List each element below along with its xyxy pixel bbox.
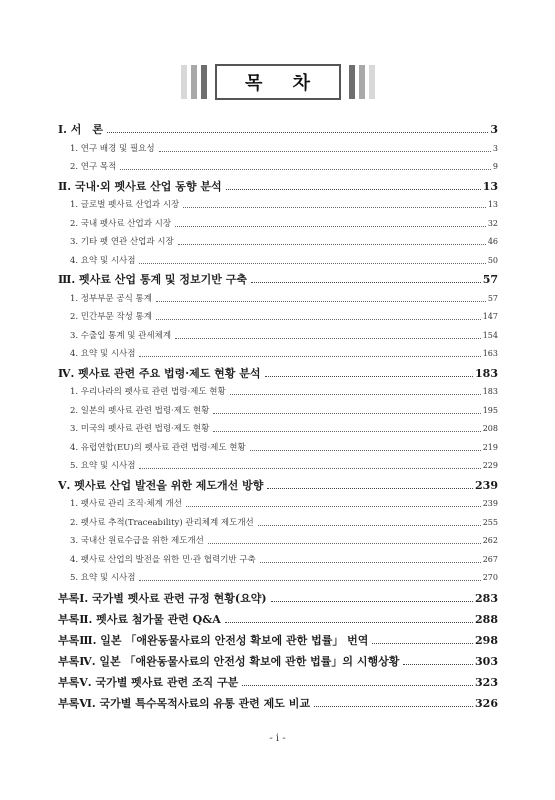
toc-subsection[interactable] xyxy=(58,327,498,346)
toc-entry-label: Ⅱ. 국내·외 펫사료 산업 동향 분석 xyxy=(58,179,222,193)
toc-entry-label: 5. 요약 및 시사점 xyxy=(70,461,136,471)
dot-leader xyxy=(176,233,486,252)
toc-entry-label: 2. 민간부문 작성 통계 xyxy=(70,312,152,322)
toc-subsection[interactable] xyxy=(58,457,498,476)
toc-entry-label: 부록Ⅴ. 국가별 펫사료 관련 조직 구분 xyxy=(58,675,239,689)
toc-chapter[interactable] xyxy=(58,120,498,140)
toc-entry-label: 1. 글로벌 펫사료 산업과 시장 xyxy=(70,200,180,210)
toc-subsection[interactable] xyxy=(58,551,498,570)
title-bar xyxy=(349,65,355,99)
title-bars-right xyxy=(347,65,377,99)
dot-leader xyxy=(157,140,491,159)
toc-subsection[interactable] xyxy=(58,532,498,551)
toc-entry-page: 219 xyxy=(482,442,498,452)
title-bars-left xyxy=(179,65,209,99)
toc-entry-page: 57 xyxy=(482,273,498,286)
toc-entry-label: 4. 요약 및 시사점 xyxy=(70,349,136,359)
dot-leader xyxy=(154,308,481,327)
toc-entry-label: Ⅴ. 펫사료 산업 발전을 위한 제도개선 방향 xyxy=(58,478,264,492)
toc-subsection[interactable] xyxy=(58,215,498,234)
toc-subsection[interactable] xyxy=(58,140,498,159)
dot-leader xyxy=(211,402,480,421)
toc-entry-page: 323 xyxy=(475,675,498,689)
toc-entry-label: 2. 국내 펫사료 산업과 시장 xyxy=(70,218,172,229)
toc-entry-page: 147 xyxy=(482,312,498,321)
toc-entry-label: 3. 기타 펫 연관 산업과 시장 xyxy=(70,237,174,247)
dot-leader xyxy=(154,290,486,309)
toc-subsection[interactable] xyxy=(58,290,498,309)
dot-leader xyxy=(206,532,481,551)
toc-entry-label: 2. 연구 목적 xyxy=(70,162,117,172)
toc-entry-label: 부록Ⅳ. 일본 「애완동물사료의 안전성 확보에 관한 법률」의 시행상황 xyxy=(58,654,400,668)
toc-entry-label: 1. 우리나라의 펫사료 관련 법령·제도 현황 xyxy=(70,387,226,397)
toc-appendix[interactable] xyxy=(58,588,498,609)
dot-leader xyxy=(258,551,481,570)
dot-leader xyxy=(263,364,474,384)
toc-subsection[interactable] xyxy=(58,439,498,458)
toc-entry-page: 57 xyxy=(487,293,498,303)
title-bar xyxy=(181,65,187,99)
toc-entry-label: 3. 미국의 펫사료 관련 법령·제도 현황 xyxy=(70,424,210,434)
toc-chapter[interactable] xyxy=(58,364,498,384)
toc-appendix[interactable] xyxy=(58,672,498,693)
title-banner xyxy=(0,62,555,102)
dot-leader xyxy=(137,252,485,271)
toc-entry-page: 239 xyxy=(482,499,498,508)
dot-leader xyxy=(312,693,473,714)
toc-entry-page: 195 xyxy=(482,405,498,415)
toc-entry-page: 32 xyxy=(487,218,498,228)
dot-leader xyxy=(211,420,480,439)
toc-entry-label: 3. 수출입 통계 및 관세체계 xyxy=(70,330,172,341)
dot-leader xyxy=(248,439,481,458)
toc-subsection[interactable] xyxy=(58,402,498,421)
toc-entry-page: 13 xyxy=(482,179,498,193)
dot-leader xyxy=(137,457,480,476)
toc-entry-page: 183 xyxy=(482,387,498,396)
toc-entry-page: 183 xyxy=(475,366,498,380)
toc-subsection[interactable] xyxy=(58,569,498,588)
dot-leader xyxy=(105,120,488,140)
toc-entry-page: 3 xyxy=(490,123,498,136)
toc-entry-label: 4. 유럽연합(EU)의 펫사료 관련 법령·제도 현황 xyxy=(70,442,246,453)
toc-subsection[interactable] xyxy=(58,196,498,215)
toc-entry-label: Ⅳ. 펫사료 관련 주요 법령·제도 현황 분석 xyxy=(58,366,261,380)
toc-entry-page: 3 xyxy=(492,143,498,153)
toc-appendix[interactable] xyxy=(58,693,498,714)
toc-entry-label: Ⅰ. 서 론 xyxy=(58,123,104,136)
toc-entry-label: 부록Ⅲ. 일본 「애완동물사료의 안전성 확보에 관한 법률」 번역 xyxy=(58,633,369,647)
dot-leader xyxy=(118,158,491,177)
dot-leader xyxy=(240,672,473,693)
toc-entry-page: 239 xyxy=(475,478,498,492)
dot-leader xyxy=(137,345,480,364)
dot-leader xyxy=(256,514,481,533)
toc-entry-label: 5. 요약 및 시사점 xyxy=(70,573,136,583)
toc-entry-page: 326 xyxy=(475,696,498,710)
toc-entry-page: 163 xyxy=(482,349,498,358)
toc-entry-page: 255 xyxy=(482,517,498,527)
toc-subsection[interactable] xyxy=(58,158,498,177)
page-number: - i - xyxy=(269,733,286,744)
toc-subsection[interactable] xyxy=(58,308,498,327)
toc-appendix[interactable] xyxy=(58,651,498,672)
toc-entry-page: 288 xyxy=(475,612,498,626)
toc-entry-page: 50 xyxy=(487,255,498,265)
dot-leader xyxy=(184,495,481,514)
toc-chapter[interactable] xyxy=(58,270,498,290)
toc-entry-label: 부록Ⅱ. 펫사료 첨가물 관련 Q&A xyxy=(58,612,221,626)
toc-subsection[interactable] xyxy=(58,233,498,252)
toc-entry-label: 4. 펫사료 산업의 발전을 위한 민·관 협력기반 구축 xyxy=(70,554,256,565)
title-bar xyxy=(191,65,197,99)
dot-leader xyxy=(173,327,481,346)
toc-entry-page: 270 xyxy=(482,573,498,582)
toc-entry-label: 부록Ⅵ. 국가별 특수목적사료의 유통 관련 제도 비교 xyxy=(58,696,310,710)
toc-entry-page: 298 xyxy=(475,633,498,647)
toc-entry-page: 262 xyxy=(482,536,498,545)
title-bar xyxy=(201,65,207,99)
toc-chapter[interactable] xyxy=(58,177,498,197)
dot-leader xyxy=(137,569,480,588)
toc-chapter[interactable] xyxy=(58,476,498,496)
toc-entry-page: 46 xyxy=(487,237,498,246)
toc-entry-page: 229 xyxy=(482,461,498,470)
dot-leader xyxy=(269,588,473,609)
toc-subsection[interactable] xyxy=(58,420,498,439)
toc-entry-label: 1. 펫사료 관리 조직·체계 개선 xyxy=(70,499,182,509)
toc-entry-label: 2. 펫사료 추적(Traceability) 관리체계 제도개선 xyxy=(70,517,254,528)
toc-entry-page: 208 xyxy=(482,424,498,433)
dot-leader xyxy=(223,609,473,630)
toc-appendix[interactable] xyxy=(58,630,498,651)
toc-entry-label: 1. 정부부문 공식 통계 xyxy=(70,293,152,304)
toc-entry-label: 2. 일본의 펫사료 관련 법령·제도 현황 xyxy=(70,405,210,416)
dot-leader xyxy=(370,630,473,651)
toc-entry-label: 3. 국내산 원료수급을 위한 제도개선 xyxy=(70,536,204,546)
toc-entry-label: 부록Ⅰ. 국가별 펫사료 관련 규정 현황(요약) xyxy=(58,591,267,605)
dot-leader xyxy=(249,270,481,290)
toc-entry-label: 1. 연구 배경 및 필요성 xyxy=(70,143,155,154)
toc-entry-page: 303 xyxy=(475,654,498,668)
toc-subsection[interactable] xyxy=(58,345,498,364)
dot-leader xyxy=(224,177,481,197)
title-bar xyxy=(359,65,365,99)
toc-entry-page: 13 xyxy=(487,200,498,209)
dot-leader xyxy=(265,476,473,496)
toc-subsection[interactable] xyxy=(58,383,498,402)
dot-leader xyxy=(228,383,481,402)
dot-leader xyxy=(181,196,486,215)
dot-leader xyxy=(401,651,473,672)
dot-leader xyxy=(173,215,486,234)
toc-entry-page: 9 xyxy=(492,162,498,171)
toc-entry-page: 267 xyxy=(482,554,498,564)
title-bar xyxy=(369,65,375,99)
table-of-contents xyxy=(58,120,498,714)
page-title: 목 차 xyxy=(215,64,341,100)
toc-entry-page: 154 xyxy=(482,330,498,340)
toc-subsection[interactable] xyxy=(58,252,498,271)
toc-entry-label: Ⅲ. 펫사료 산업 통계 및 정보기반 구축 xyxy=(58,273,247,286)
toc-subsection[interactable] xyxy=(58,495,498,514)
toc-entry-label: 4. 요약 및 시사점 xyxy=(70,255,136,266)
toc-subsection[interactable] xyxy=(58,514,498,533)
toc-entry-page: 283 xyxy=(475,591,498,605)
toc-appendix[interactable] xyxy=(58,609,498,630)
